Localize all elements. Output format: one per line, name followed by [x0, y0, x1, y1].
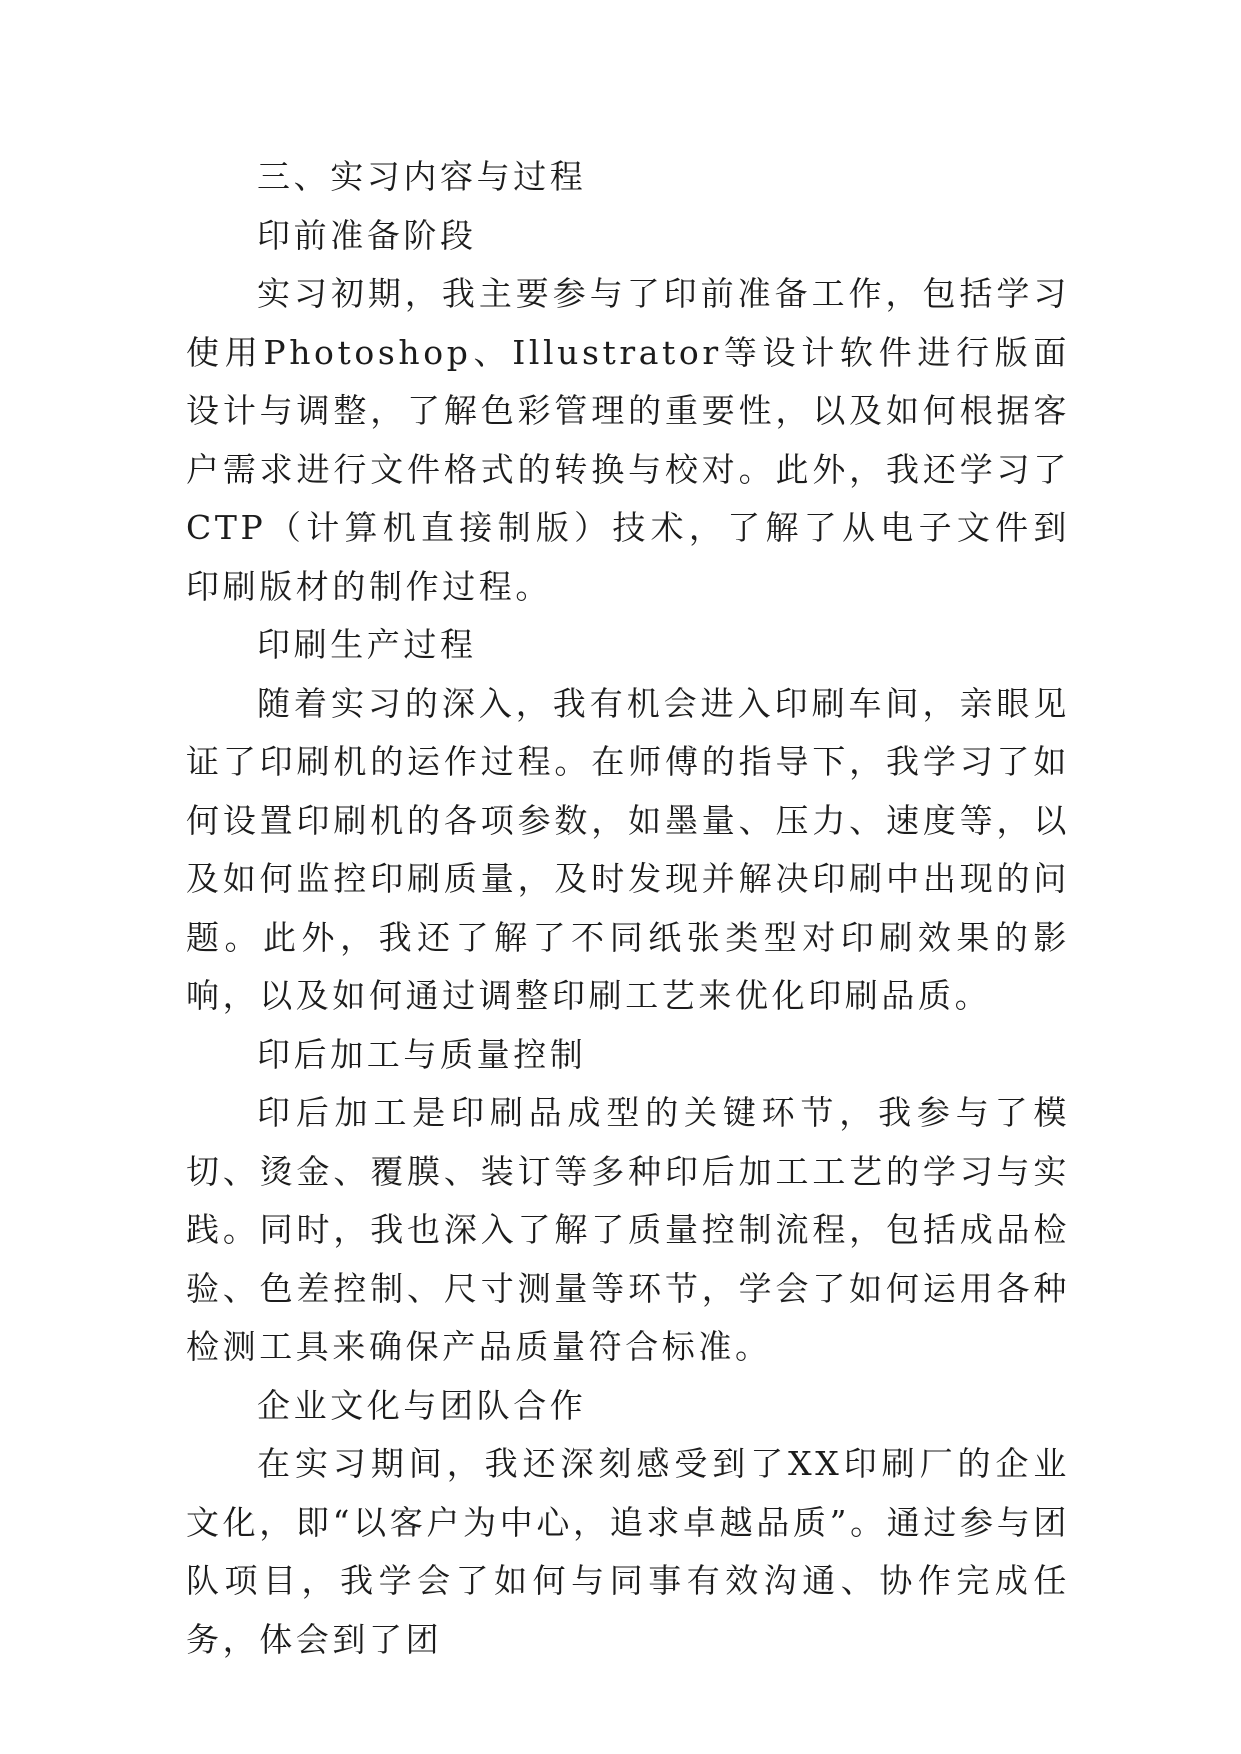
paragraph-prepress: 实习初期，我主要参与了印前准备工作，包括学习使用Photoshop、Illustrator等设计软件进行版面设计与调整，了解色彩管理的重要性，以及如何根据客户需求进行文件格式的转换与校对。此外，我还学习了CTP（计算机直接制版）技术，了解了从电子文件到印刷版材的制作过程。: [186, 274, 1070, 606]
subheading-prepress: 印前准备阶段: [257, 215, 477, 255]
paragraph-printing: 随着实习的深入，我有机会进入印刷车间，亲眼见证了印刷机的运作过程。在师傅的指导下，我学习了如何设置印刷机的各项参数，如墨量、压力、速度等，以及如何监控印刷质量，及时发现并解决印刷中出现的问题。此外，我还了解了不同纸张类型对印刷效果的影响，以及如何通过调整印刷工艺来优化印刷品质。: [186, 683, 1070, 1015]
subheading-postpress: 印后加工与质量控制: [257, 1034, 587, 1074]
paragraph-postpress: 印后加工是印刷品成型的关键环节，我参与了模切、烫金、覆膜、装订等多种印后加工工艺的学习与实践。同时，我也深入了解了质量控制流程，包括成品检验、色差控制、尺寸测量等环节，学会了如何运用各种检测工具来确保产品质量符合标准。: [186, 1093, 1070, 1366]
document-page: [186, 148, 1070, 1669]
subheading-culture: 企业文化与团队合作: [257, 1385, 587, 1425]
subheading-printing: 印刷生产过程: [257, 625, 477, 664]
section-title: 三、实习内容与过程: [257, 157, 587, 196]
paragraph-culture: 在实习期间，我还深刻感受到了XX印刷厂的企业文化，即“以客户为中心，追求卓越品质”。通过参与团队项目，我学会了如何与同事有效沟通、协作完成任务，体会到了团: [186, 1444, 1070, 1659]
